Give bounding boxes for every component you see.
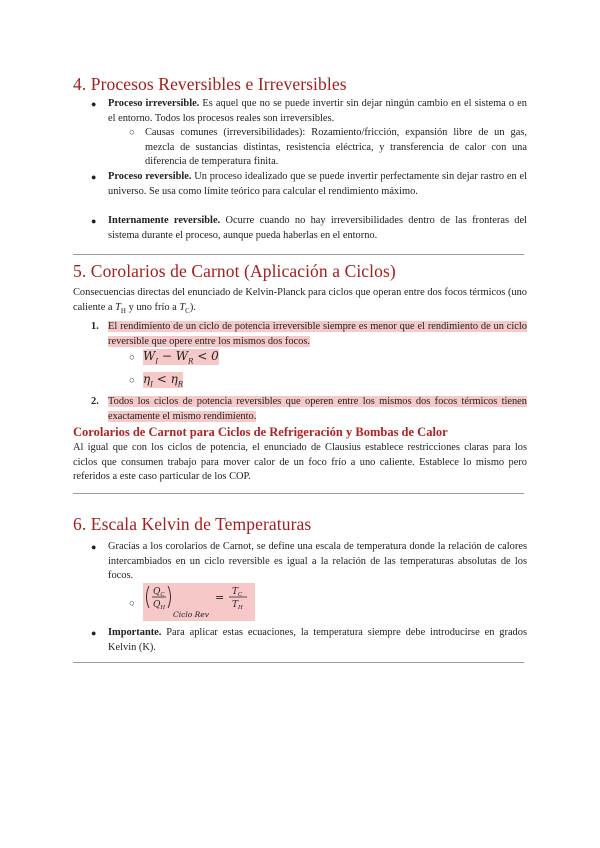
bullet-internal <box>108 214 527 243</box>
svg-text:QC <box>153 587 165 598</box>
eq-qc: Q <box>153 587 161 597</box>
divider <box>73 493 524 494</box>
bullet-irreversible <box>108 97 527 126</box>
text-kelvin: Gracias a los corolarios de Carnot, se define una escala de temperatura donde la relación de calores intercambiados en un ciclo reversible es igual a la relación de las temperaturas absolutas de los focos. <box>108 541 527 582</box>
eq-equals: = <box>215 591 225 604</box>
corollary-1-text: El rendimiento de un ciclo de potencia irreversible siempre es menor que el rendimiento de un ciclo reversible que opere entre los mismos dos focos. <box>108 321 527 347</box>
eq-th-sub: H <box>238 605 243 611</box>
eq-eta: η <box>143 372 151 386</box>
intro-tc-sub: C <box>185 306 190 315</box>
equation-kelvin <box>143 583 255 621</box>
eq-th: T <box>232 600 239 610</box>
text-causes: Causas comunes (irreversibilidades): Rozamiento/fricción, expansión libre de un gas, mezcla de sustancias distintas, resistencia eléctrica, y transferencia de calor con una diferencia de temperatura finita. <box>145 127 527 168</box>
kelvin-equation-svg <box>143 583 255 621</box>
svg-text:QH <box>153 600 165 611</box>
section-5-title: 5. Corolarios de Carnot (Aplicación a Ciclos) <box>73 261 396 281</box>
eq-sub: I <box>155 357 159 366</box>
corollary-2-number: 2. <box>91 396 99 407</box>
corollary-1-number: 1. <box>91 321 99 332</box>
term-important: Importante. <box>108 627 162 638</box>
equation-efficiency <box>143 372 183 388</box>
intro-text: Consecuencias directas del enunciado de Kelvin-Planck para ciclos que operan entre dos focos térmicos (uno caliente a <box>73 287 527 313</box>
circle-bullet: ○ <box>129 128 135 138</box>
intro-text: y uno frío a <box>125 301 180 313</box>
term-irreversible: Proceso irreversible. <box>108 98 200 109</box>
text-important: Para aplicar estas ecuaciones, la temperatura siempre debe introducirse en grados Kelvin (K). <box>108 627 527 653</box>
circle-bullet: ○ <box>129 353 135 363</box>
refrigeration-paragraph <box>73 441 527 485</box>
bullet-dot: ● <box>91 542 97 552</box>
eq-w: W <box>143 349 156 363</box>
eq-qh: Q <box>153 600 161 610</box>
bullet-dot: ● <box>91 216 97 226</box>
bullet-dot: ● <box>91 99 97 109</box>
svg-text:TC <box>232 587 243 598</box>
eq-sub: I <box>150 380 153 389</box>
intro-th: T <box>115 301 121 313</box>
refrigeration-subtitle: Corolarios de Carnot para Ciclos de Refrigeración y Bombas de Calor <box>73 425 448 439</box>
bullet-kelvin <box>108 540 527 584</box>
term-reversible: Proceso reversible. <box>108 171 192 182</box>
text-internal: Ocurre cuando no hay irreversibilidades dentro de las fronteras del sistema durante el proceso, aunque pueda haberlas en el entorno. <box>108 215 527 241</box>
section-6-title: 6. Escala Kelvin de Temperaturas <box>73 514 312 534</box>
equation-work <box>143 349 219 365</box>
eq-label: Ciclo Rev <box>173 610 209 619</box>
text-reversible: Un proceso idealizado que se puede invertir perfectamente sin dejar rastro en el universo. Se usa como límite teórico para calcular el rendimiento máximo. <box>108 171 527 197</box>
eq-end: < 0 <box>193 349 219 363</box>
refrigeration-text: Al igual que con los ciclos de potencia, el enunciado de Clausius establece restricciones claras para los ciclos que consumen trabajo para mover calor de un foco frío a uno caliente. Establece lo mismo pero referidos a este caso particular de los COP. <box>73 442 527 483</box>
sub-bullet-causes <box>145 126 527 170</box>
intro-text: ). <box>189 301 196 313</box>
intro-tc: T <box>179 301 186 313</box>
text-irreversible: Es aquel que no se puede invertir sin dejar ningún cambio en el sistema o en el entorno. Todos los procesos reales son irreversibles. <box>108 98 527 124</box>
divider <box>73 662 524 663</box>
eq-tc: T <box>232 587 239 597</box>
corollary-1 <box>108 320 527 349</box>
bullet-dot: ● <box>91 172 97 182</box>
term-internal: Internamente reversible. <box>108 215 221 226</box>
eq-mid: − W <box>158 349 189 363</box>
eq-tc-sub: C <box>238 592 243 598</box>
svg-text:TH <box>232 600 243 611</box>
section-4-title: 4. Procesos Reversibles e Irreversibles <box>73 74 347 94</box>
circle-bullet: ○ <box>129 599 135 609</box>
eq-qc-sub: C <box>160 592 165 598</box>
corollary-2 <box>108 395 527 424</box>
corollary-2-text: Todos los ciclos de potencia reversibles que operen entre los mismos dos focos térmicos tienen exactamente el mismo rendimiento. <box>108 396 527 422</box>
eq-qh-sub: H <box>160 605 166 611</box>
intro-th-sub: H <box>120 306 126 315</box>
eq-mid: < η <box>152 372 178 386</box>
eq-sub: R <box>188 357 194 366</box>
divider <box>73 254 524 255</box>
bullet-important <box>108 626 527 655</box>
section-5-intro <box>73 286 527 318</box>
circle-bullet: ○ <box>129 376 135 386</box>
bullet-reversible <box>108 170 527 199</box>
bullet-dot: ● <box>91 628 97 638</box>
eq-sub: R <box>177 380 184 389</box>
